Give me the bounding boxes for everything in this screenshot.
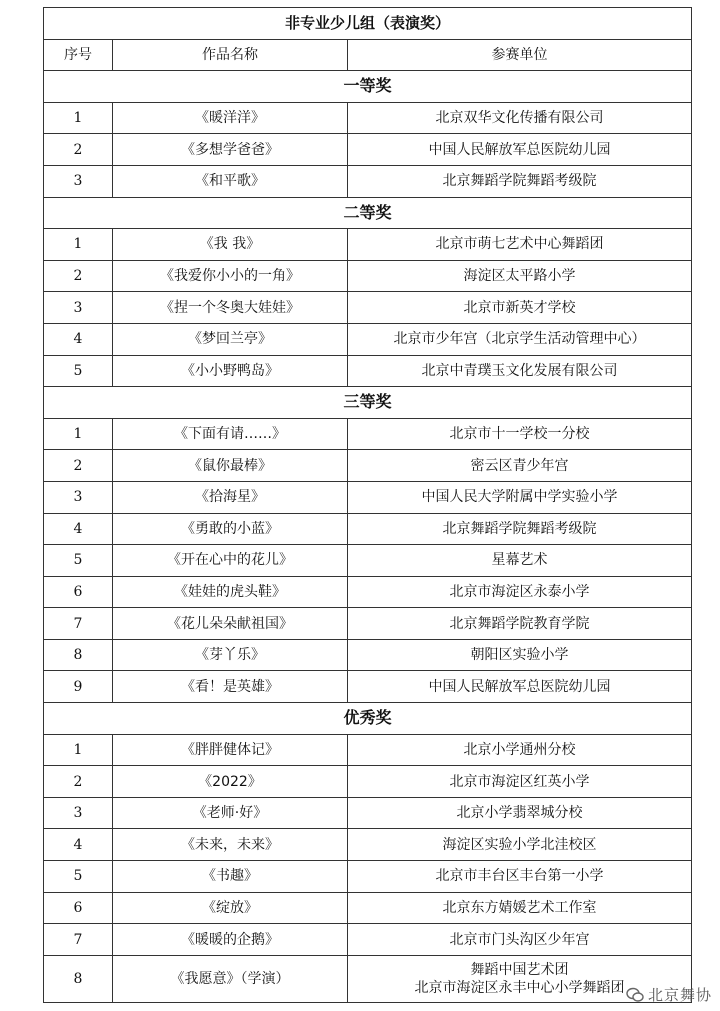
row-unit [348, 260, 692, 292]
row-number: 5 [44, 545, 113, 577]
wechat-icon [626, 987, 644, 1003]
row-unit-line: 北京小学翡翠城分校 [456, 805, 583, 822]
row-work-title: 《拾海星》 [113, 481, 348, 513]
row-unit-line: 北京双华文化传播有限公司 [435, 110, 604, 127]
row-work-title: 《我 我》 [113, 229, 348, 261]
row-unit-line: 海淀区太平路小学 [463, 268, 576, 285]
row-work-title: 《小小野鸭岛》 [113, 355, 348, 387]
row-unit [348, 924, 692, 956]
row-unit [348, 134, 692, 166]
table-row [44, 766, 692, 798]
row-number: 8 [44, 639, 113, 671]
row-number: 2 [44, 134, 113, 166]
table-title: 非专业少儿组（表演奖） [44, 8, 692, 40]
table-row [44, 165, 692, 197]
table-row [44, 229, 692, 261]
row-number: 3 [44, 165, 113, 197]
row-unit [348, 829, 692, 861]
row-unit-line: 舞蹈中国艺术团 [470, 961, 569, 978]
row-unit [348, 323, 692, 355]
table-title-row [44, 8, 692, 40]
row-unit-line: 北京中青璞玉文化发展有限公司 [421, 362, 618, 379]
watermark [626, 984, 712, 1005]
row-number: 3 [44, 481, 113, 513]
row-number: 4 [44, 323, 113, 355]
row-unit-line: 北京市门头沟区少年宫 [449, 931, 590, 948]
row-unit-line: 北京市海淀区永泰小学 [449, 583, 590, 600]
row-unit [348, 639, 692, 671]
row-unit [348, 545, 692, 577]
row-unit [348, 608, 692, 640]
row-unit [348, 766, 692, 798]
table-row [44, 292, 692, 324]
row-work-title: 《芽丫乐》 [113, 639, 348, 671]
row-unit-line: 朝阳区实验小学 [470, 647, 569, 664]
row-number: 4 [44, 513, 113, 545]
table-row [44, 323, 692, 355]
section-row [44, 197, 692, 229]
row-unit-line: 北京市海淀区红英小学 [449, 773, 590, 790]
table-row [44, 671, 692, 703]
row-work-title: 《和平歌》 [113, 165, 348, 197]
row-unit-line: 中国人民大学附属中学实验小学 [421, 489, 618, 506]
table-row [44, 134, 692, 166]
row-work-title: 《书趣》 [113, 861, 348, 893]
row-work-title: 《暖洋洋》 [113, 102, 348, 134]
table-row [44, 797, 692, 829]
row-number: 4 [44, 829, 113, 861]
row-number: 3 [44, 797, 113, 829]
row-work-title: 《我愿意》（学演） [113, 955, 348, 1002]
row-unit [348, 481, 692, 513]
row-unit [348, 355, 692, 387]
section-title: 二等奖 [44, 197, 692, 229]
row-unit [348, 671, 692, 703]
table-row [44, 418, 692, 450]
section-row [44, 703, 692, 735]
row-unit-line: 北京舞蹈学院舞蹈考级院 [442, 173, 597, 190]
watermark-text: 北京舞协 [647, 986, 712, 1004]
row-work-title: 《2022》 [113, 766, 348, 798]
section-title: 三等奖 [44, 387, 692, 419]
row-work-title: 《绽放》 [113, 892, 348, 924]
row-unit-line: 中国人民解放军总医院幼儿园 [428, 141, 611, 158]
row-unit-line: 密云区青少年宫 [470, 457, 569, 474]
table-row [44, 576, 692, 608]
row-number: 5 [44, 861, 113, 893]
row-unit-line: 北京市萌七艺术中心舞蹈团 [435, 236, 604, 253]
row-number: 9 [44, 671, 113, 703]
row-number: 6 [44, 892, 113, 924]
section-row [44, 387, 692, 419]
row-unit [348, 513, 692, 545]
table-row [44, 102, 692, 134]
row-unit-line: 北京市少年宫（北京学生活动管理中心） [393, 331, 646, 348]
row-unit [348, 450, 692, 482]
row-work-title: 《多想学爸爸》 [113, 134, 348, 166]
table-row [44, 450, 692, 482]
row-number: 1 [44, 229, 113, 261]
row-work-title: 《捏一个冬奥大娃娃》 [113, 292, 348, 324]
row-number: 1 [44, 734, 113, 766]
row-work-title: 《花儿朵朵献祖国》 [113, 608, 348, 640]
section-row [44, 71, 692, 103]
row-work-title: 《未来，未来》 [113, 829, 348, 861]
table-row [44, 608, 692, 640]
row-unit-line: 北京市海淀区永丰中心小学舞蹈团 [414, 979, 625, 996]
table-row [44, 481, 692, 513]
row-unit-line: 海淀区实验小学北洼校区 [442, 836, 597, 853]
row-work-title: 《暖暖的企鹅》 [113, 924, 348, 956]
row-work-title: 《看！是英雄》 [113, 671, 348, 703]
table-row [44, 892, 692, 924]
table-row [44, 955, 692, 1002]
table-row [44, 829, 692, 861]
table-row [44, 639, 692, 671]
row-unit-line: 北京舞蹈学院舞蹈考级院 [442, 520, 597, 537]
row-number: 1 [44, 418, 113, 450]
row-work-title: 《我爱你小小的一角》 [113, 260, 348, 292]
row-unit [348, 102, 692, 134]
row-number: 8 [44, 955, 113, 1002]
row-number: 6 [44, 576, 113, 608]
table-row [44, 545, 692, 577]
table-header-row [44, 39, 692, 71]
row-number: 7 [44, 608, 113, 640]
row-work-title: 《勇敢的小蓝》 [113, 513, 348, 545]
row-number: 5 [44, 355, 113, 387]
row-number: 2 [44, 450, 113, 482]
row-unit-line: 北京东方婧媛艺术工作室 [442, 899, 597, 916]
row-unit [348, 292, 692, 324]
row-unit [348, 229, 692, 261]
row-number: 1 [44, 102, 113, 134]
section-title: 优秀奖 [44, 703, 692, 735]
row-work-title: 《下面有请……》 [113, 418, 348, 450]
row-unit-line: 星幕艺术 [491, 552, 548, 569]
table-row [44, 924, 692, 956]
header-number: 序号 [44, 39, 113, 71]
row-unit [348, 797, 692, 829]
row-work-title: 《娃娃的虎头鞋》 [113, 576, 348, 608]
row-number: 3 [44, 292, 113, 324]
table-row [44, 355, 692, 387]
header-work: 作品名称 [113, 39, 348, 71]
row-work-title: 《老师·好》 [113, 797, 348, 829]
table-row [44, 734, 692, 766]
section-title: 一等奖 [44, 71, 692, 103]
row-unit-line: 北京市丰台区丰台第一小学 [435, 868, 604, 885]
header-unit: 参赛单位 [348, 39, 692, 71]
row-work-title: 《开在心中的花儿》 [113, 545, 348, 577]
table-row [44, 260, 692, 292]
row-unit-line: 北京舞蹈学院教育学院 [449, 615, 590, 632]
row-unit [348, 861, 692, 893]
awards-table [43, 7, 692, 1003]
table-row [44, 861, 692, 893]
row-unit [348, 734, 692, 766]
row-unit [348, 165, 692, 197]
row-number: 2 [44, 260, 113, 292]
row-unit-line: 中国人民解放军总医院幼儿园 [428, 678, 611, 695]
row-unit [348, 418, 692, 450]
row-number: 2 [44, 766, 113, 798]
row-unit [348, 576, 692, 608]
table-row [44, 513, 692, 545]
row-unit-line: 北京市新英才学校 [463, 299, 576, 316]
row-work-title: 《胖胖健体记》 [113, 734, 348, 766]
row-unit-line: 北京市十一学校一分校 [449, 426, 590, 443]
row-number: 7 [44, 924, 113, 956]
row-unit [348, 892, 692, 924]
row-work-title: 《梦回兰亭》 [113, 323, 348, 355]
row-unit-line: 北京小学通州分校 [463, 741, 576, 758]
row-work-title: 《鼠你最棒》 [113, 450, 348, 482]
